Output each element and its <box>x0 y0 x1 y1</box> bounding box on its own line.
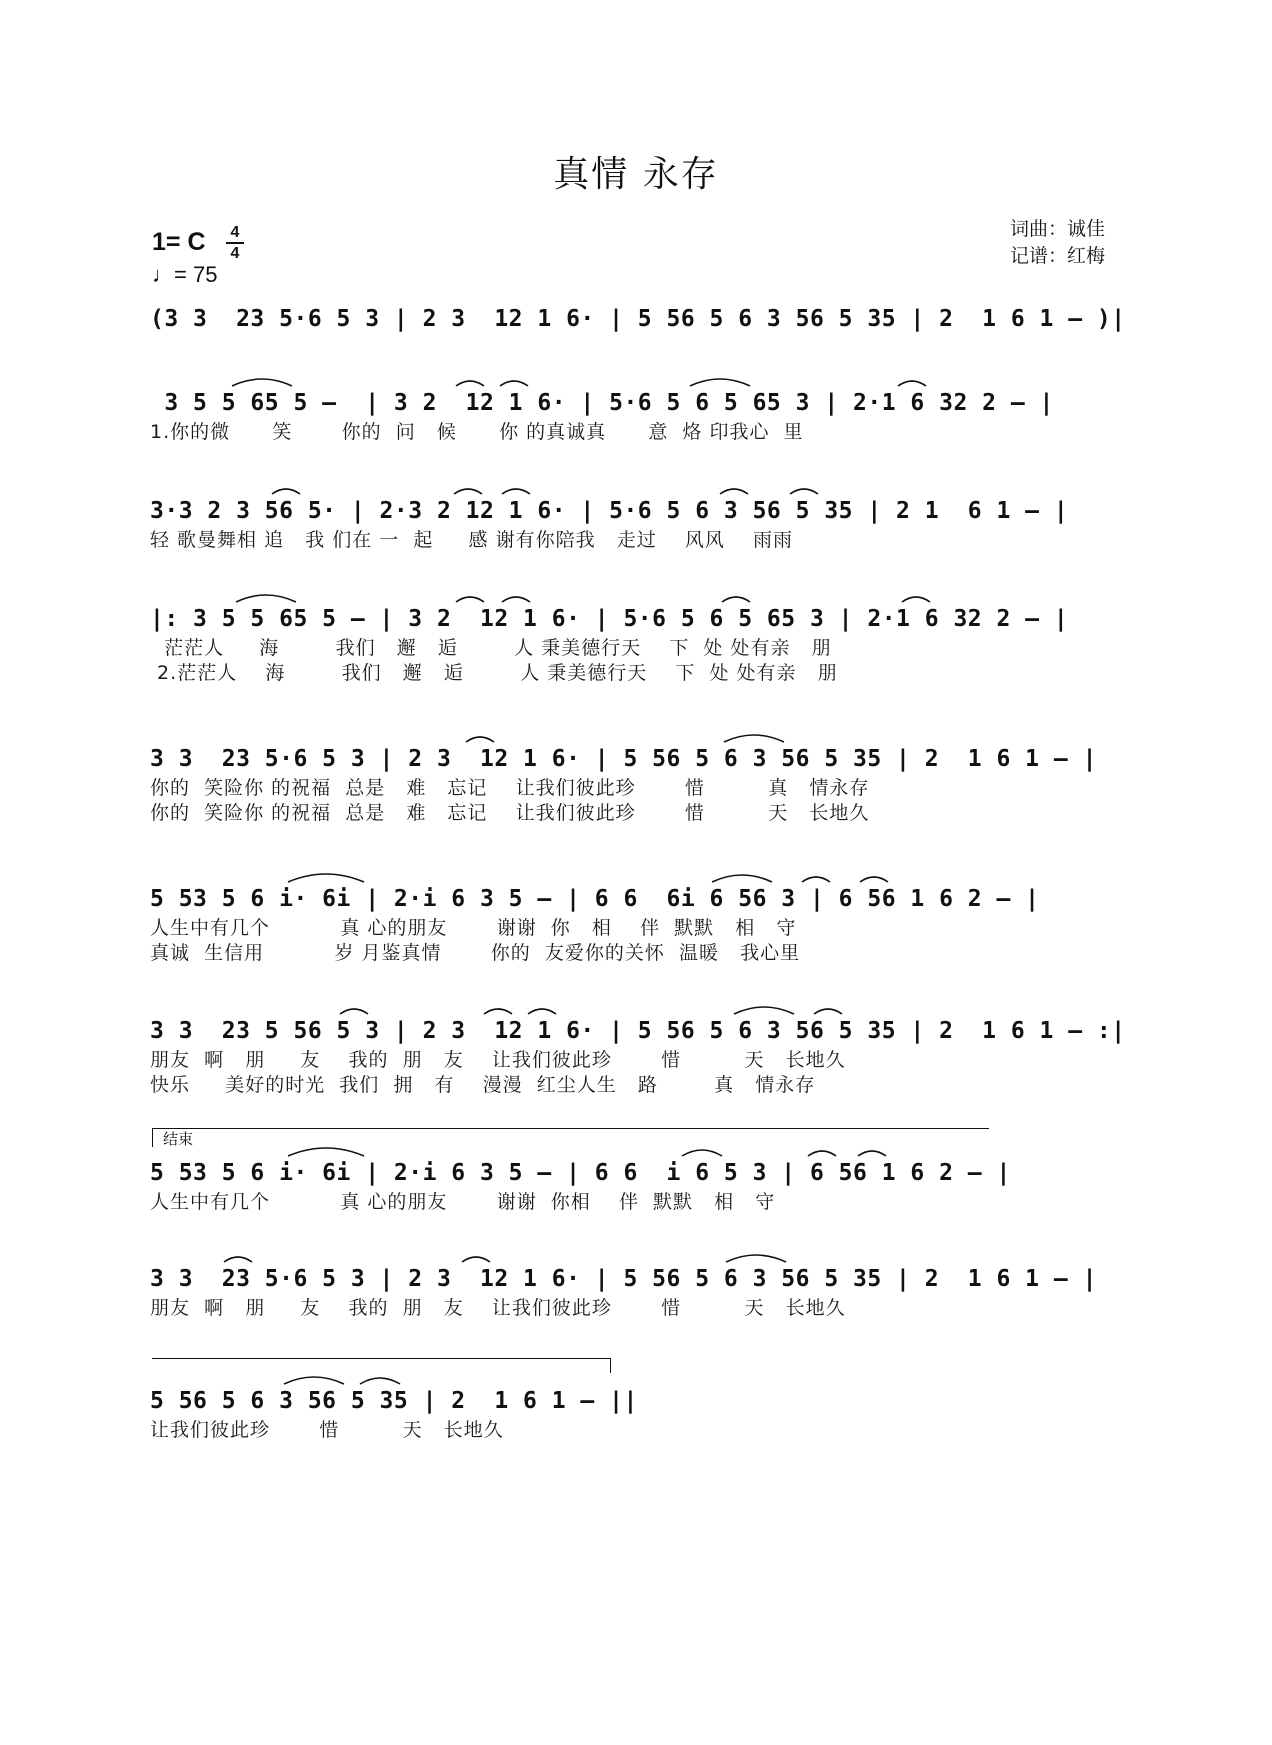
notes-line: 3 3 23 5 56 5 3 | 2 3 12 1 6· | 5 56 5 6 3 56 5 35 | 2 1 6 1 – :| <box>150 1018 1126 1044</box>
tempo-marking: ♩= 75 <box>152 262 218 287</box>
lyric-line: 你的 笑险你 的祝福 总是 难 忘记 让我们彼此珍 惜 天 长地久 <box>150 802 870 824</box>
time-signature-top: 4 <box>230 224 240 241</box>
slur-mark <box>232 379 292 386</box>
score-row-intro <box>150 302 1126 336</box>
song-title: 真情 永存 <box>553 154 719 195</box>
lyric-line: 人生中有几个 真 心的朋友 谢谢 你 相 伴 默默 相 守 <box>150 917 797 939</box>
score-row <box>150 602 1068 686</box>
score-row <box>150 1156 1011 1215</box>
lyric-line: 让我们彼此珍 惜 天 长地久 <box>150 1419 504 1441</box>
score-row <box>150 1014 1126 1098</box>
lyric-line: 你的 笑险你 的祝福 总是 难 忘记 让我们彼此珍 惜 真 情永存 <box>150 777 870 799</box>
time-signature <box>226 224 244 262</box>
lyric-line: 茫茫人 海 我们 邂 逅 人 秉美德行天 下 处 处有亲 朋 <box>150 637 832 659</box>
lyric-line: 朋友 啊 朋 友 我的 朋 友 让我们彼此珍 惜 天 长地久 <box>150 1297 846 1319</box>
lyric-line: 真诚 生信用 岁 月鉴真情 你的 友爱你的关怀 温暖 我心里 <box>150 942 801 964</box>
score-row <box>150 494 1068 553</box>
key-signature: 1= C <box>152 228 206 256</box>
notes-line: 3 3 23 5·6 5 3 | 2 3 12 1 6· | 5 56 5 6 3 56 5 35 | 2 1 6 1 – | <box>150 746 1097 772</box>
time-signature-bottom: 4 <box>230 245 240 262</box>
score-row <box>150 1262 1097 1321</box>
lyric-line: 1.你的微 笑 你的 问 候 你 的真诚真 意 烙 印我心 里 <box>150 421 804 443</box>
notes-line: 5 56 5 6 3 56 5 35 | 2 1 6 1 – || <box>150 1388 638 1414</box>
slur-mark <box>284 1377 344 1384</box>
lyrics-music-credit: 词曲：诚佳 <box>1010 218 1106 240</box>
slur-mark <box>712 875 772 882</box>
slur-mark <box>724 735 784 742</box>
notes-line: 5 53 5 6 i· 6i | 2·i 6 3 5 – | 6 6 6i 6 56 3 | 6 56 1 6 2 – | <box>150 886 1040 912</box>
final-volta-line <box>152 1358 611 1373</box>
slur-mark <box>726 1255 786 1262</box>
notes-line: 5 53 5 6 i· 6i | 2·i 6 3 5 – | 6 6 i 6 5 3 | 6 56 1 6 2 – | <box>150 1160 1011 1186</box>
notes-line: |: 3 5 5 65 5 – | 3 2 12 1 6· | 5·6 5 6 5 65 3 | 2·1 6 32 2 – | <box>150 606 1069 632</box>
score-row-final <box>150 1384 638 1443</box>
lyric-line: 轻 歌曼舞相 追 我 们在 一 起 感 谢有你陪我 走过 风风 雨雨 <box>150 529 794 551</box>
lyric-line: 快乐 美好的时光 我们 拥 有 漫漫 红尘人生 路 真 情永存 <box>150 1074 816 1096</box>
slur-mark <box>690 379 750 386</box>
slur-mark <box>236 595 296 602</box>
slur-mark <box>288 874 364 882</box>
score-row <box>150 882 1040 966</box>
lyric-line: 人生中有几个 真 心的朋友 谢谢 你相 伴 默默 相 守 <box>150 1191 776 1213</box>
notes-line: 3 5 5 65 5 – | 3 2 12 1 6· | 5·6 5 6 5 65 3 | 2·1 6 32 2 – | <box>150 390 1054 416</box>
notes-line: 3·3 2 3 56 5· | 2·3 2 12 1 6· | 5·6 5 6 3 56 5 35 | 2 1 6 1 – | <box>150 498 1069 524</box>
notes-line: 3 3 23 5·6 5 3 | 2 3 12 1 6· | 5 56 5 6 3 56 5 35 | 2 1 6 1 – | <box>150 1266 1097 1292</box>
transcriber-credit: 记谱：红梅 <box>1010 245 1106 267</box>
ending-bracket: 结束 <box>152 1128 989 1147</box>
slur-mark <box>734 1007 794 1014</box>
slur-mark <box>288 1148 364 1156</box>
score-row <box>150 742 1097 826</box>
score-row <box>150 386 1054 445</box>
notes-line: (3 3 23 5·6 5 3 | 2 3 12 1 6· | 5 56 5 6 3 56 5 35 | 2 1 6 1 – )| <box>150 306 1126 332</box>
lyric-line: 2.茫茫人 海 我们 邂 逅 人 秉美德行天 下 处 处有亲 朋 <box>150 662 838 684</box>
lyric-line: 朋友 啊 朋 友 我的 朋 友 让我们彼此珍 惜 天 长地久 <box>150 1049 846 1071</box>
credits <box>1010 216 1105 270</box>
